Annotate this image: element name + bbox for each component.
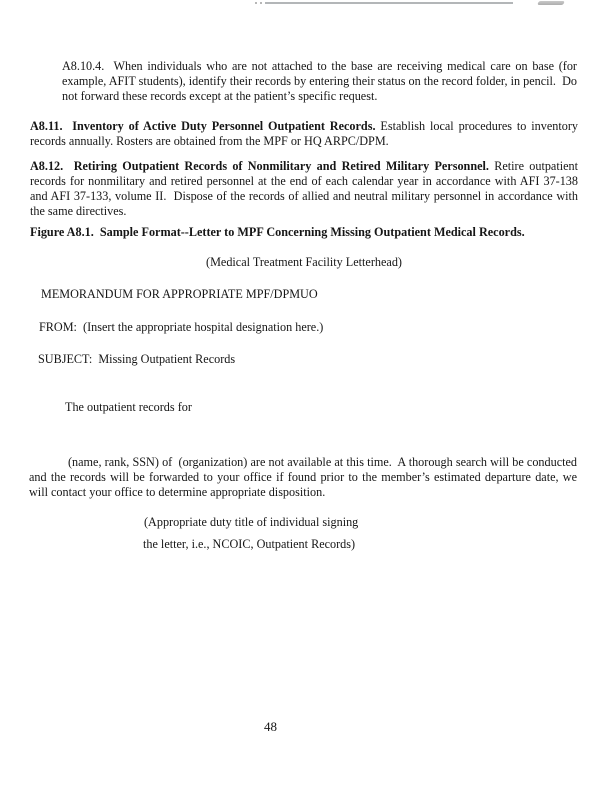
letter-body-paragraph: (name, rank, SSN) of (organization) are not available at this time. A thorough search will be conducted and the records will be forwarded to your office if found prior to the member’s estimated departure date, we will contact your office to determine appropriate disposition. xyxy=(29,455,577,499)
letter-body-intro: The outpatient records for xyxy=(65,400,192,414)
paragraph-a8-11 xyxy=(30,119,578,149)
figure-caption: Figure A8.1. Sample Format--Letter to MPF Concerning Missing Outpatient Medical Records. xyxy=(30,225,525,239)
page-number: 48 xyxy=(264,719,277,734)
paragraph-a8-12-body: Retire outpatient records for nonmilitary and retired personnel at the end of each calendar year in accordance with AFI 37-138 and AFI 37-133, volume II. Dispose of the records of allied and neutral military personnel in accordance with the same directives. xyxy=(30,159,578,218)
scan-artifact-dot xyxy=(260,2,262,4)
paragraph-a8-11-heading: A8.11. Inventory of Active Duty Personnel Outpatient Records. xyxy=(30,119,376,133)
scan-artifact-smudge xyxy=(537,1,565,5)
memorandum-line: MEMORANDUM FOR APPROPRIATE MPF/DPMUO xyxy=(41,287,318,301)
paragraph-a8-12-heading: A8.12. Retiring Outpatient Records of Nonmilitary and Retired Military Personnel. xyxy=(30,159,489,173)
from-line: FROM: (Insert the appropriate hospital designation here.) xyxy=(39,320,324,334)
letterhead-line: (Medical Treatment Facility Letterhead) xyxy=(206,255,402,269)
signature-block-line-2: the letter, i.e., NCOIC, Outpatient Records) xyxy=(143,537,356,551)
signature-block-line-1: (Appropriate duty title of individual signing xyxy=(144,515,359,529)
paragraph-a8-10-4: A8.10.4. When individuals who are not attached to the base are receiving medical care on base (for example, AFIT students), identify their records by entering their status on the record folder, in pencil. Do not forward these records except at the patient’s specific request. xyxy=(62,59,577,103)
subject-line: SUBJECT: Missing Outpatient Records xyxy=(38,352,236,366)
paragraph-a8-12 xyxy=(30,159,578,219)
scan-artifact-line xyxy=(265,2,513,4)
scan-artifact-dot xyxy=(255,2,257,4)
paragraph-a8-11-body: Establish local procedures to inventory records annually. Rosters are obtained from the MPF or HQ ARPC/DPM. xyxy=(30,119,579,148)
